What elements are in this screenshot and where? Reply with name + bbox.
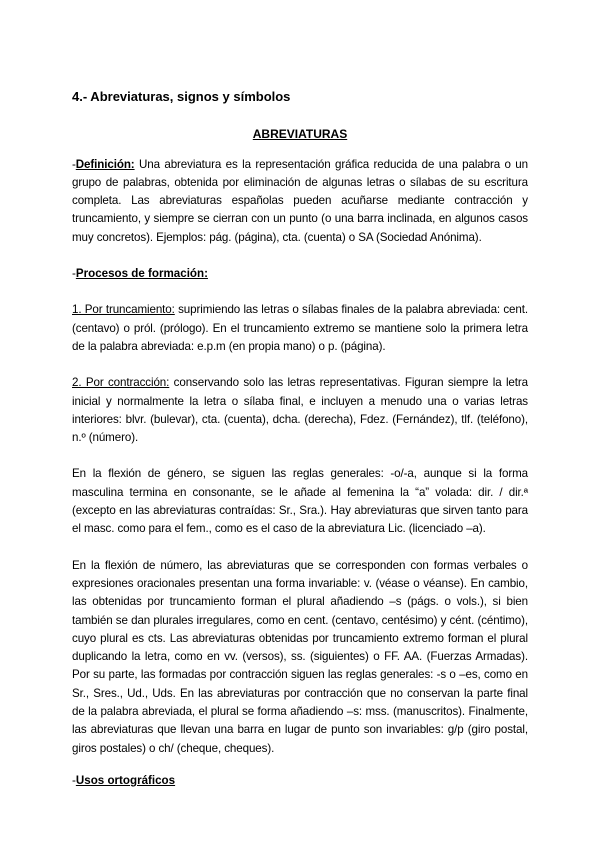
- contraccion-label: 2. Por contracción:: [72, 376, 170, 390]
- definition-text: Una abreviatura es la representación gráfica reducida de una palabra o un grupo de palabras, obtenida por eliminación de algunas letras o sílabas de su escritura completa. Las abreviaturas españolas pueden acuñarse mediante contracción y truncamiento, y siempre se cierran con un punto (o una barra inclinada, en algunos casos muy concretos). Ejemplos: pág. (página), cta. (cuenta) o SA (Sociedad Anónima).: [72, 157, 528, 244]
- truncamiento-label: 1. Por truncamiento:: [72, 303, 175, 317]
- truncamiento-paragraph: [72, 301, 528, 356]
- usos-heading: [72, 772, 528, 790]
- genero-paragraph: En la flexión de género, se siguen las reglas generales: -o/-a, aunque si la forma masculina termina en consonante, se le añade al femenina la “a” volada: dir. / dir.ª (excepto en las abreviaturas contraídas: Sr., Sra.). Hay abreviaturas que sirven tanto para el masc. como para el fem., como es el caso de la abreviatura Lic. (licenciado –a).: [72, 467, 528, 536]
- usos-prefix: -: [72, 773, 76, 787]
- contraccion-text: conservando solo las letras representativas. Figuran siempre la letra inicial y normalmente la letra o sílaba final, e incluyen a menudo una o varias letras interiores: blvr. (bulevar), cta. (cuenta), dcha. (derecha), Fdez. (Fernández), tlf. (teléfono), n.º (número).: [72, 376, 528, 445]
- procesos-heading: [72, 265, 528, 283]
- procesos-label: Procesos de formación:: [75, 267, 208, 281]
- definition-prefix: -: [72, 157, 76, 171]
- section-title: 4.- Abreviaturas, signos y símbolos: [72, 89, 291, 104]
- numero-paragraph: En la flexión de número, las abreviaturas que se corresponden con formas verbales o expresiones oracionales presentan una forma invariable: v. (véase o véanse). En cambio, las obtenidas por truncamiento forman el plural añadiendo –s (págs. o vols.), si bien también se dan plurales irregulares, como en cent. (centavo, centésimo) y cént. (céntimo), cuyo plural es cts. Las abreviaturas obtenidas por truncamiento extremo forman el plural duplicando la letra, como en vv. (versos), ss. (siguientes) o FF. AA. (Fuerzas Armadas). Por su parte, las formadas por contracción siguen las reglas generales: -s o –es, como en Sr., Sres., Ud., Uds. En las abreviaturas por contracción que no conservan la parte final de la palabra abreviada, el plural se forma añadiendo –s: mss. (manuscritos). Finalmente, las abreviaturas que llevan una barra en lugar de punto son invariables: g/p (giro postal, giros postales) o ch/ (cheque, cheques).: [72, 558, 528, 755]
- definition-label: Definición:: [75, 157, 135, 171]
- abreviaturas-title: ABREVIATURAS: [252, 127, 348, 142]
- truncamiento-text: suprimiendo las letras o sílabas finales de la palabra abreviada: cent. (centavo) o pról. (prólogo). En el truncamiento extremo se mantiene solo la primera letra de la palabra abreviada: e.p.m (en propia mano) o p. (página).: [72, 303, 528, 353]
- usos-label: Usos ortográficos: [75, 773, 176, 787]
- definition-paragraph: [72, 156, 528, 247]
- procesos-prefix: -: [72, 267, 76, 281]
- contraccion-paragraph: [72, 374, 528, 447]
- document-page: [72, 88, 528, 808]
